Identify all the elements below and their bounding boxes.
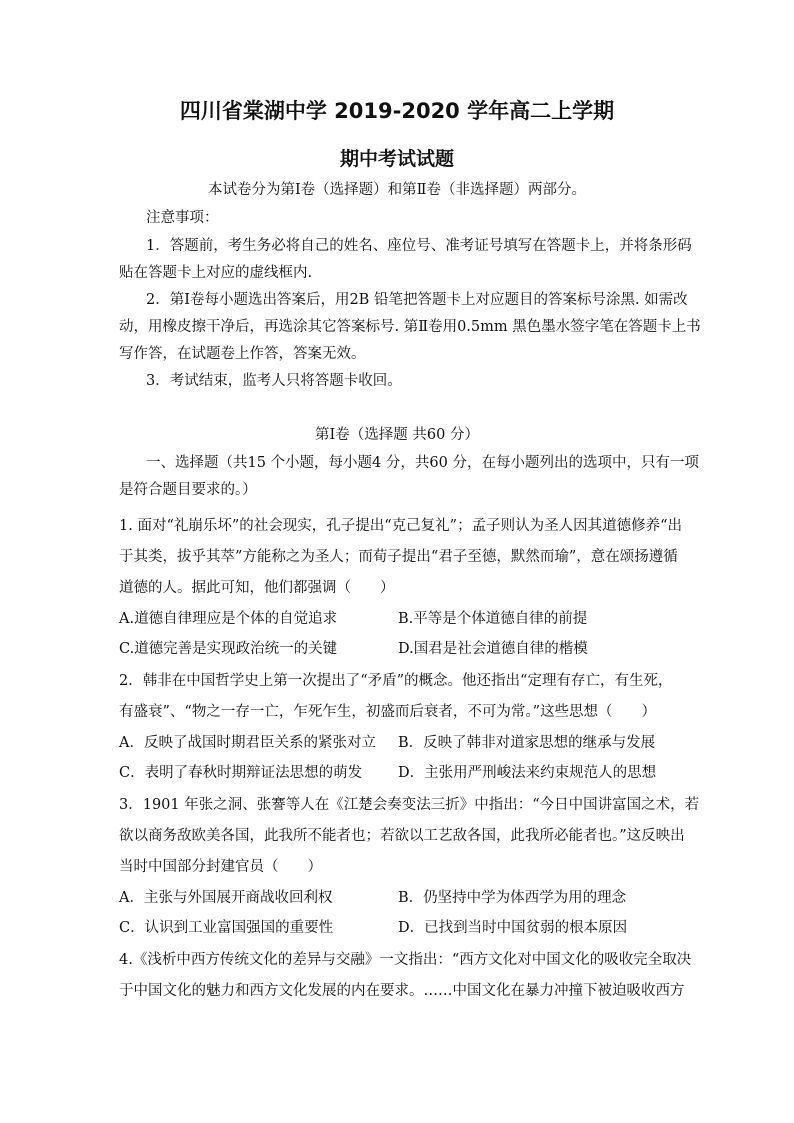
notice-item-3: 3．考试结束，监考人只将答题卡收回。	[146, 373, 402, 389]
question-3-option-b: B．仍坚持中学为体西学为用的理念	[398, 890, 627, 906]
notice-item-1: 1．答题前，考生务必将自己的姓名、座位号、准考证号填写在答题卡上，并将条形码	[146, 238, 692, 254]
question-2-line-2: 有盛衰”、“物之一存一亡，乍死乍生，初盛而后衰者，不可为常。”这些思想（ ）	[119, 704, 656, 720]
question-2-option-a: A．反映了战国时期君臣关系的紧张对立	[119, 735, 376, 751]
notice-item-2-cont2: 写作答，在试题卷上作答，答案无效。	[119, 346, 366, 362]
question-3-option-a: A．主张与外国展开商战收回利权	[119, 890, 333, 906]
question-3-line-2: 欲以商务敌欧美各国，此我所不能者也；若欲以工艺敌各国，此我所必能者也。”这反映出	[119, 828, 685, 844]
section-instructions: 一、选择题（共15 个小题，每小题4 分，共60 分，在每小题列出的选项中，只有一项	[146, 455, 699, 471]
question-2-option-b: B．反映了韩非对道家思想的继承与发展	[398, 735, 656, 751]
intro-line: 本试卷分为第Ⅰ卷（选择题）和第Ⅱ卷（非选择题）两部分。	[207, 182, 587, 198]
exam-subtitle: 期中考试试题	[339, 148, 454, 170]
question-1-option-b: B.平等是个体道德自律的前提	[398, 611, 588, 627]
question-3-line-3: 当时中国部分封建官员（ ）	[119, 859, 322, 875]
question-3-option-d: D．已找到当时中国贫弱的根本原因	[398, 920, 628, 936]
notice-item-2: 2．第Ⅰ卷每小题选出答案后，用2B 铅笔把答题卡上对应题目的答案标号涂黑. 如需改	[146, 292, 688, 308]
question-1-line-1: 1. 面对“礼崩乐坏”的社会现实，孔子提出“克己复礼”；孟子则认为圣人因其道德修养“出	[119, 518, 683, 534]
question-1-line-2: 于其类，拔乎其萃”方能称之为圣人；而荀子提出“君子至德，默然而瑜”，意在颂扬遵循	[119, 549, 678, 565]
question-1-option-c: C.道德完善是实现政治统一的关键	[119, 641, 338, 657]
question-3-option-c: C．认识到工业富国强国的重要性	[119, 920, 334, 936]
exam-title: 四川省棠湖中学 2019-2020 学年高二上学期	[179, 99, 615, 123]
question-2-option-d: D．主张用严刑峻法来约束规范人的思想	[398, 765, 657, 781]
notice-item-2-cont: 动，用橡皮擦干净后，再选涂其它答案标号. 第Ⅱ卷用0.5mm 黑色墨水签字笔在答题卡上书	[119, 319, 701, 335]
question-4-line-2: 于中国文化的魅力和西方文化发展的内在要求。……中国文化在暴力冲撞下被迫吸收西方	[119, 983, 685, 999]
question-1-option-d: D.国君是社会道德自律的楷模	[398, 641, 588, 657]
question-2-option-c: C．表明了春秋时期辩证法思想的萌发	[119, 765, 363, 781]
question-2-line-1: 2．韩非在中国哲学史上第一次提出了“矛盾”的概念。他还指出“定理有存亡，有生死，	[119, 673, 673, 689]
question-1-line-3: 道德的人。据此可知，他们都强调（ ）	[119, 580, 395, 596]
section-heading: 第Ⅰ卷（选择题 共60 分）	[315, 427, 479, 443]
notice-item-1-cont: 贴在答题卡上对应的虚线框内.	[119, 265, 313, 281]
question-3-line-1: 3．1901 年张之洞、张謇等人在《江楚会奏变法三折》中指出：“今日中国讲富国之术，若	[119, 797, 700, 813]
question-4-line-1: 4.《浅析中西方传统文化的差异与交融》一文指出：“西方文化对中国文化的吸收完全取决	[119, 952, 692, 968]
notice-label: 注意事项：	[146, 210, 219, 226]
section-instructions-cont: 是符合题目要求的。）	[119, 482, 257, 498]
question-1-option-a: A.道德自律理应是个体的自觉追求	[119, 611, 338, 627]
